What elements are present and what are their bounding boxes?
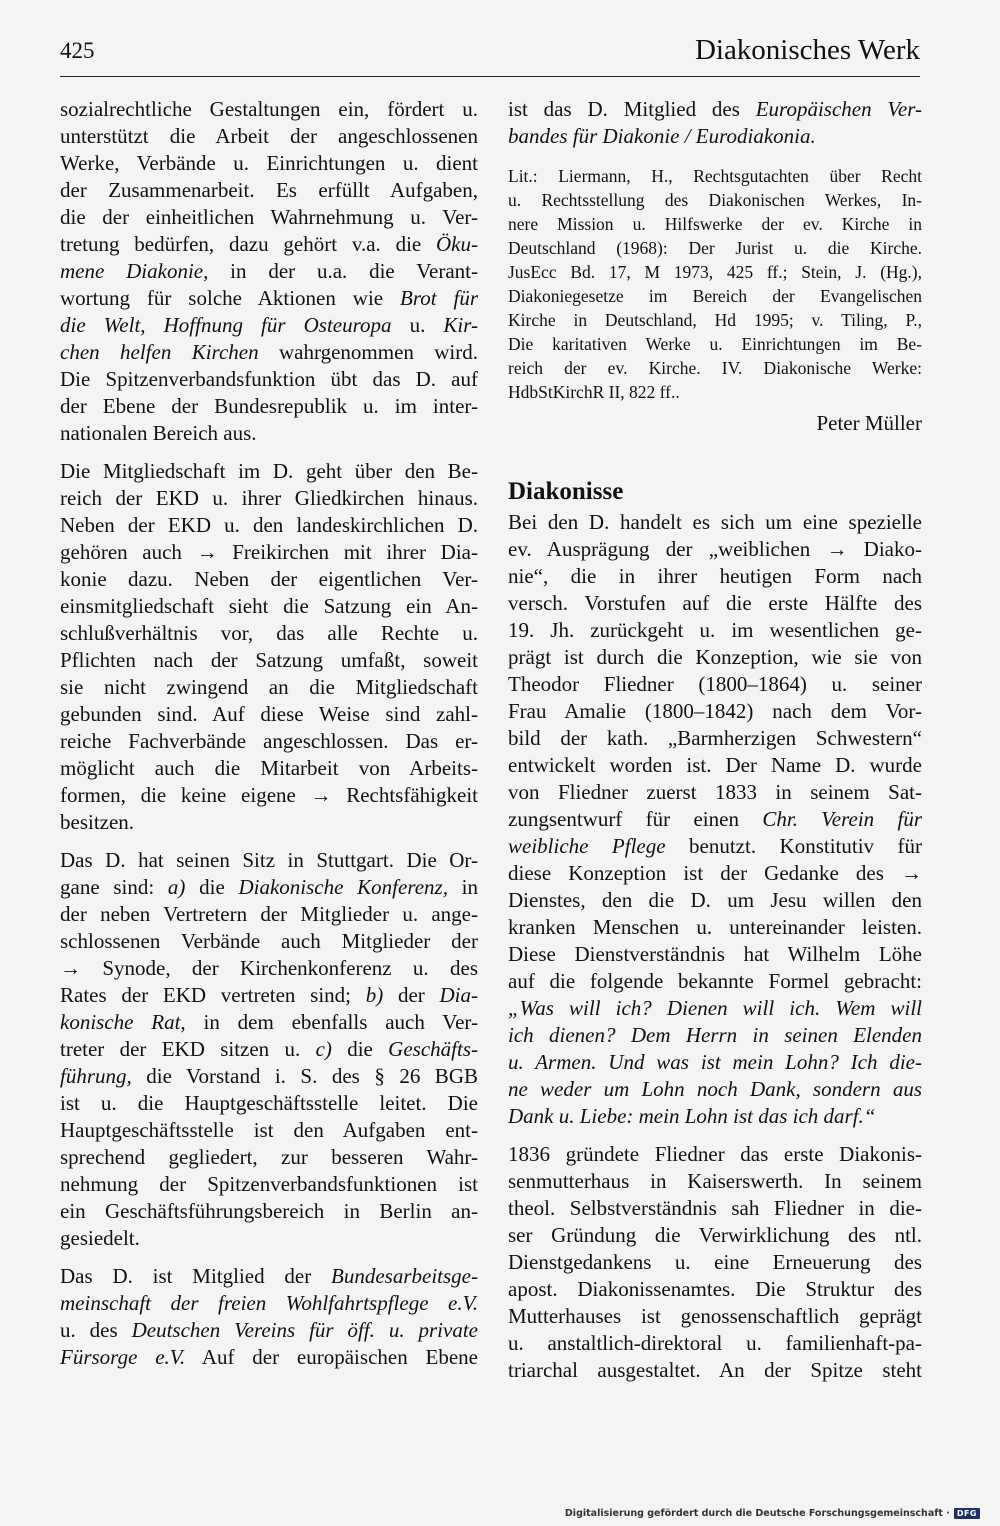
text-line xyxy=(508,806,922,833)
text-line: Das D. hat seinen Sitz in Stuttgart. Die Or- xyxy=(60,848,478,872)
text-line: nehmung der Spitzenverbandsfunktionen ist xyxy=(60,1172,478,1196)
text-segment: ist das D. Mitglied des xyxy=(508,97,756,121)
footer-text: Digitalisierung gefördert durch die Deutsche Forschungsgemeinschaft · xyxy=(564,1508,950,1519)
text-line: Die karitativen Werke u. Einrichtungen im Be- xyxy=(508,334,922,354)
text-line xyxy=(60,258,478,285)
text-line: versch. Vorstufen auf die erste Hälfte des xyxy=(508,591,922,615)
italic-text: Bundesarbeitsge- xyxy=(331,1264,478,1288)
italic-text: Diakonische Konferenz, xyxy=(238,875,448,899)
text-line: auf die folgende bekannte Formel gebracht: xyxy=(508,969,922,993)
text-segment: benutzt. Konstitutiv für xyxy=(665,834,922,858)
text-line: HdbStKirchR II, 822 ff.. xyxy=(508,382,680,402)
text-segment: Rates der EKD vertreten sind; xyxy=(60,983,366,1007)
text-segment: wahrgenommen wird. xyxy=(258,340,479,364)
text-segment: treter der EKD sitzen u. xyxy=(60,1037,316,1061)
text-line xyxy=(60,1009,478,1036)
text-line: u. anstaltlich-direktoral u. familienhaft-pa- xyxy=(508,1331,922,1355)
text-line: ser Gründung die Verwirklichung des ntl. xyxy=(508,1223,922,1247)
text-line: Mutterhauses ist genossenschaftlich geprägt xyxy=(508,1304,922,1328)
text-line xyxy=(508,1049,922,1076)
text-line xyxy=(60,285,478,312)
paragraph xyxy=(508,1141,922,1384)
text-line: Neben der EKD u. den landeskirchlichen D. xyxy=(60,513,478,537)
text-line: Bei den D. handelt es sich um eine spezielle xyxy=(508,510,922,534)
text-line: die der einheitlichen Wahrnehmung u. Ver- xyxy=(60,205,478,229)
text-segment: die Vorstand i. S. des § 26 BGB xyxy=(131,1064,478,1088)
text-line: formen, die keine eigene → Rechtsfähigkeit xyxy=(60,783,478,807)
text-line: kranken Menschen u. untereinander leisten. xyxy=(508,915,922,939)
text-line: schlußverhältnis vor, das alle Rechte u. xyxy=(60,621,478,645)
text-line: möglicht auch die Mitarbeit von Arbeits- xyxy=(60,756,478,780)
text-line xyxy=(508,1022,922,1049)
text-line: gesiedelt. xyxy=(60,1226,140,1250)
text-line xyxy=(60,1263,478,1290)
text-line: Hauptgeschäftsstelle ist den Aufgaben ent- xyxy=(60,1118,478,1142)
text-line: reich der EKD u. ihrer Gliedkirchen hinaus. xyxy=(60,486,478,510)
text-line: Pflichten nach der Satzung umfaßt, soweit xyxy=(60,648,478,672)
header-rule xyxy=(60,76,920,77)
italic-text: Dia- xyxy=(439,983,478,1007)
text-segment: tretung bedürfen, dazu gehört v.a. die xyxy=(60,232,437,256)
text-line: nie“, die in ihrer heutigen Form nach xyxy=(508,564,922,588)
text-line xyxy=(60,312,478,339)
text-line xyxy=(60,231,478,258)
text-segment: u. xyxy=(391,313,444,337)
text-segment: zungsentwurf für einen xyxy=(508,807,763,831)
text-line: einsmitgliedschaft sieht die Satzung ein An- xyxy=(60,594,478,618)
text-line: diese Konzeption ist der Gedanke des → xyxy=(508,861,922,885)
italic-text: Geschäfts- xyxy=(388,1037,478,1061)
text-line: von Fliedner zuerst 1833 in seinem Sat- xyxy=(508,780,922,804)
text-segment: gane sind: xyxy=(60,875,168,899)
text-line xyxy=(60,1290,478,1317)
text-line: Diese Dienstverständnis hat Wilhelm Löhe xyxy=(508,942,922,966)
bibliography xyxy=(508,164,922,404)
paragraph xyxy=(508,509,922,1130)
text-line xyxy=(60,339,478,366)
text-line: 19. Jh. zurückgeht u. im wesentlichen ge- xyxy=(508,618,922,642)
text-line: Werke, Verbände u. Einrichtungen u. dient xyxy=(60,151,478,175)
text-line: JusEcc Bd. 17, M 1973, 425 ff.; Stein, J. (Hg.), xyxy=(508,262,922,282)
text-line: 1836 gründete Fliedner das erste Diakonis- xyxy=(508,1142,922,1166)
text-segment: die xyxy=(331,1037,389,1061)
text-segment: Das D. ist Mitglied der xyxy=(60,1264,332,1288)
text-line: schlossenen Verbände auch Mitglieder der xyxy=(60,929,478,953)
text-line: unterstützt die Arbeit der angeschlossenen xyxy=(60,124,478,148)
italic-text: a) xyxy=(167,875,186,899)
paragraph xyxy=(60,1263,478,1371)
text-segment: wortung für solche Aktionen wie xyxy=(60,286,401,310)
text-segment: der xyxy=(383,983,440,1007)
text-line: der Zusammenarbeit. Es erfüllt Aufgaben, xyxy=(60,178,478,202)
text-segment: in der u.a. die Verant- xyxy=(208,259,478,283)
text-line xyxy=(60,1317,478,1344)
text-line: Theodor Fliedner (1800–1864) u. seiner xyxy=(508,672,922,696)
text-line: prägt ist durch die Konzeption, wie sie von xyxy=(508,645,922,669)
italic-text: u. Armen. Und was ist mein Lohn? Ich die- xyxy=(508,1050,922,1074)
text-line: theol. Selbstverständnis sah Fliedner in die- xyxy=(508,1196,922,1220)
text-line: entwickelt worden ist. Der Name D. wurde xyxy=(508,753,922,777)
text-line: der neben Vertretern der Mitglieder u. ange- xyxy=(60,902,478,926)
italic-text: Chr. Verein für xyxy=(762,807,923,831)
text-segment: in xyxy=(447,875,479,899)
text-line xyxy=(60,1036,478,1063)
text-line xyxy=(508,833,922,860)
italic-text: mene Diakonie, xyxy=(60,259,209,283)
paragraph xyxy=(60,847,478,1252)
text-line xyxy=(508,995,922,1022)
text-segment: u. des xyxy=(60,1318,132,1342)
italic-text: bandes für Diakonie / Eurodiakonia. xyxy=(508,124,816,148)
italic-text: die Welt, Hoffnung für Osteuropa xyxy=(60,313,392,337)
italic-text: Europäischen Ver- xyxy=(755,97,923,121)
italic-text: chen helfen Kirchen xyxy=(60,340,259,364)
article-heading: Diakonisse xyxy=(508,478,624,505)
text-line xyxy=(60,874,478,901)
paragraph xyxy=(508,96,922,150)
text-line: ein Geschäftsführungsbereich in Berlin an- xyxy=(60,1199,478,1223)
text-segment: die xyxy=(185,875,239,899)
italic-text: Fürsorge e.V. xyxy=(60,1345,186,1369)
italic-text: Kir- xyxy=(443,313,478,337)
text-line: ist u. die Hauptgeschäftsstelle leitet. Die xyxy=(60,1091,478,1115)
italic-text: führung, xyxy=(60,1064,132,1088)
text-line: Frau Amalie (1800–1842) nach dem Vor- xyxy=(508,699,922,723)
right-column xyxy=(508,96,922,1395)
text-line: Dienstes, den die D. um Jesu willen den xyxy=(508,888,922,912)
page-number: 425 xyxy=(60,38,95,63)
italic-text: c) xyxy=(315,1037,332,1061)
text-segment: Auf der europäischen Ebene xyxy=(185,1345,478,1369)
italic-text: b) xyxy=(365,983,384,1007)
text-line xyxy=(60,1063,478,1090)
running-title: Diakonisches Werk xyxy=(694,34,920,66)
italic-text: meinschaft der freien Wohlfahrtspflege e.V. xyxy=(60,1291,478,1315)
text-line xyxy=(508,1076,922,1103)
digitization-footer xyxy=(565,1508,980,1519)
text-line: besitzen. xyxy=(60,810,135,834)
text-line xyxy=(508,1103,922,1130)
paragraph xyxy=(60,458,478,836)
text-line xyxy=(60,1344,478,1371)
text-line: senmutterhaus in Kaiserswerth. In seinem xyxy=(508,1169,922,1193)
paragraph xyxy=(60,96,478,447)
text-line: ev. Ausprägung der „weiblichen → Diako- xyxy=(508,537,922,561)
text-line: gebunden sind. Auf diese Weise sind zahl- xyxy=(60,702,478,726)
text-line: u. Rechtsstellung des Diakonischen Werkes, In- xyxy=(508,190,922,210)
text-line: konie dazu. Neben der eigentlichen Ver- xyxy=(60,567,478,591)
text-line: reiche Fachverbände angeschlossen. Das er- xyxy=(60,729,478,753)
text-line: sie nicht zwingend an die Mitgliedschaft xyxy=(60,675,478,699)
italic-text: „Was will ich? Dienen will ich. Wem will xyxy=(508,996,922,1020)
text-line: → Synode, der Kirchenkonferenz u. des xyxy=(60,956,478,980)
text-line xyxy=(508,96,922,123)
text-line: sozialrechtliche Gestaltungen ein, fördert u. xyxy=(60,97,478,121)
italic-text: Deutschen Vereins für öff. u. private xyxy=(131,1318,478,1342)
text-line: Die Mitgliedschaft im D. geht über den Be- xyxy=(60,459,478,483)
dfg-logo-icon: DFG xyxy=(954,1508,980,1519)
text-line: Lit.: Liermann, H., Rechtsgutachten über Recht xyxy=(508,166,922,186)
text-line: sprechend gegliedert, zur besseren Wahr- xyxy=(60,1145,478,1169)
text-line: gehören auch → Freikirchen mit ihrer Dia- xyxy=(60,540,478,564)
text-line: bild der kath. „Barmherzigen Schwestern“ xyxy=(508,726,922,750)
text-line xyxy=(60,982,478,1009)
text-segment: in dem ebenfalls auch Ver- xyxy=(185,1010,478,1034)
text-line: Diakoniegesetze im Bereich der Evangelischen xyxy=(508,286,922,306)
italic-text: Brot für xyxy=(400,286,478,310)
author-name: Peter Müller xyxy=(816,411,922,435)
text-line: nere Mission u. Hilfswerke der ev. Kirche in xyxy=(508,214,922,234)
text-line: Die Spitzenverbandsfunktion übt das D. auf xyxy=(60,367,478,391)
text-line: reich der ev. Kirche. IV. Diakonische Werke: xyxy=(508,358,922,378)
italic-text: ich dienen? Dem Herrn in seinen Elenden xyxy=(508,1023,922,1047)
text-line: Dienstgedankens u. eine Erneuerung des xyxy=(508,1250,922,1274)
text-line: der Ebene der Bundesrepublik u. im inter- xyxy=(60,394,478,418)
page-header xyxy=(60,34,920,78)
italic-text: weibliche Pflege xyxy=(508,834,666,858)
text-line: Deutschland (1968): Der Jurist u. die Kirche. xyxy=(508,238,922,258)
left-column xyxy=(60,96,478,1382)
text-line: Kirche in Deutschland, Hd 1995; v. Tiling, P., xyxy=(508,310,922,330)
italic-text: konische Rat, xyxy=(60,1010,186,1034)
italic-text: Öku- xyxy=(436,232,478,256)
italic-text: ne weder um Lohn noch Dank, sondern aus xyxy=(508,1077,922,1101)
text-line xyxy=(508,123,922,150)
text-line: nationalen Bereich aus. xyxy=(60,421,257,445)
italic-text: Dank u. Liebe: mein Lohn ist das ich darf.“ xyxy=(508,1104,876,1128)
text-line: apost. Diakonissenamtes. Die Struktur des xyxy=(508,1277,922,1301)
text-line: triarchal ausgestaltet. An der Spitze steht xyxy=(508,1358,922,1382)
